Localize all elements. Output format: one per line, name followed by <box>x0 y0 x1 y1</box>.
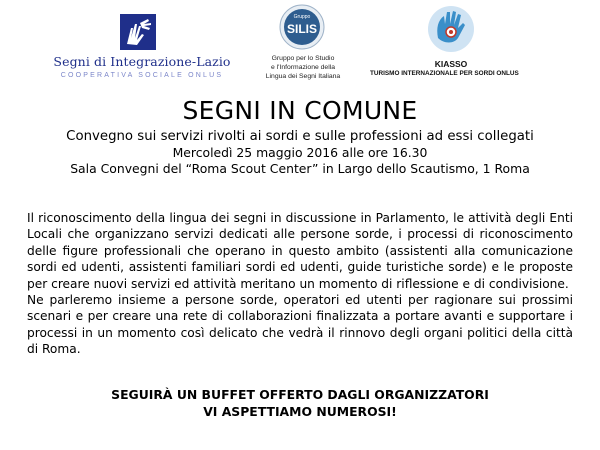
logo-kiasso <box>366 4 586 94</box>
event-date: Mercoledì 25 maggio 2016 alle ore 16.30 <box>172 145 428 160</box>
kiasso-hand-icon <box>426 4 476 54</box>
silis-badge-top: Gruppo <box>293 14 311 20</box>
kiasso-subtitle: TURISMO INTERNAZIONALE PER SORDI ONLUS <box>370 70 519 77</box>
kiasso-name: KIASSO <box>434 59 468 69</box>
event-title: SEGNI IN COMUNE <box>182 96 418 125</box>
logo-bar <box>0 0 600 95</box>
event-subtitle: Convegno sui servizi rivolti ai sordi e sulle professioni ad essi collegati <box>66 129 534 144</box>
logo-segni-di-integrazione <box>22 14 262 84</box>
silis-caption <box>248 54 358 81</box>
hands-sign-icon <box>120 14 156 50</box>
closing-note <box>0 386 600 420</box>
buffet-note: SEGUIRÀ UN BUFFET OFFERTO DAGLI ORGANIZZATORI <box>111 387 489 402</box>
description-paragraph: Il riconoscimento della lingua dei segni in discussione in Parlamento, le attività degli Enti Locali che organizzano servizi dedicati alle persone sorde, i processi di riconoscimento delle figure professionali che operano in questo ambito (assistenti alla comunicazione sordi ed udenti, assistenti familiari sordi ed udenti, guide turistiche sorde) e le proposte per creare nuovi servizi ed attività meritano un momento di riflessione e di condivisione. <box>27 211 573 291</box>
event-description <box>27 210 573 358</box>
silis-caption-line: e l'Informazione della <box>270 64 336 71</box>
silis-caption-line: Gruppo per lo Studio <box>271 55 335 62</box>
event-header <box>0 96 600 177</box>
invitation-note: VI ASPETTIAMO NUMEROSI! <box>203 404 397 419</box>
silis-badge-icon <box>279 4 325 50</box>
logo-name: Segni di Integrazione-Lazio <box>53 54 231 69</box>
description-paragraph: Ne parleremo insieme a persone sorde, operatori ed utenti per ragionare sui prossimi scenari e per creare una rete di collaborazioni finalizzata a portare avanti e supportare i processi in un momento così delicato che vedrà il rinnovo degli organi politici della città di Roma. <box>27 293 573 357</box>
event-location: Sala Convegni del “Roma Scout Center” in Largo dello Scautismo, 1 Roma <box>70 161 530 176</box>
logo-subtitle: COOPERATIVA SOCIALE ONLUS <box>60 72 224 79</box>
silis-caption-line: Lingua dei Segni Italiana <box>265 73 341 80</box>
silis-badge-text: SILIS <box>286 22 318 36</box>
logo-silis <box>248 4 358 94</box>
